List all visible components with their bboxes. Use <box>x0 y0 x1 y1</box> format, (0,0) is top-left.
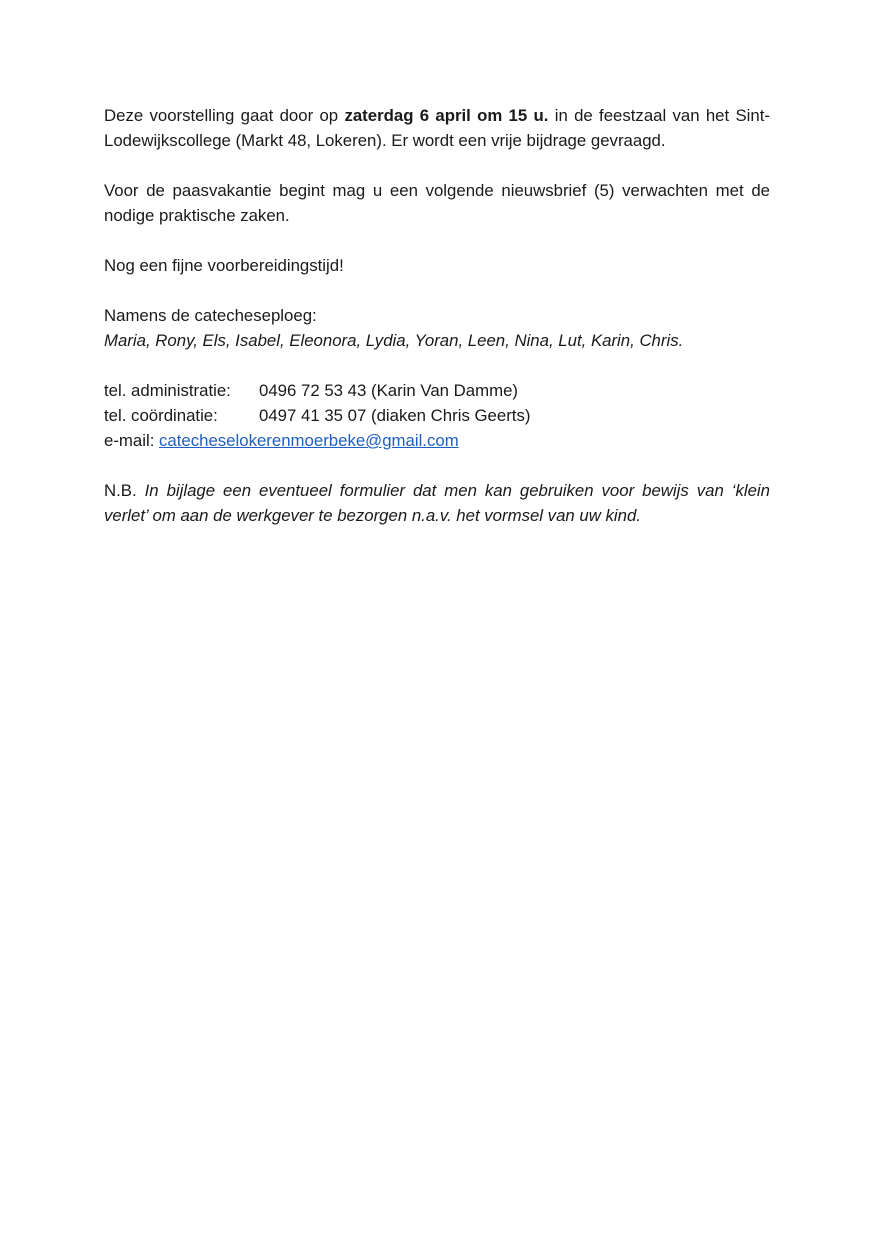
event-text-before: Deze voorstelling gaat door op <box>104 106 345 125</box>
event-paragraph <box>104 103 770 153</box>
event-date-time: zaterdag 6 april om 15 u. <box>344 106 549 125</box>
note-text: In bijlage een eventueel formulier dat men kan gebruiken voor bewijs van ‘klein verlet’ om aan de werkgever te bezorgen n.a.v. het vormsel van uw kind. <box>104 481 770 525</box>
note-prefix: N.B. <box>104 481 145 500</box>
contact-block <box>104 378 770 453</box>
contact-row-administratie <box>104 378 770 403</box>
signature-intro: Namens de catecheseploeg: <box>104 306 317 325</box>
contact-label: tel. administratie: <box>104 381 231 400</box>
signature-names: Maria, Rony, Els, Isabel, Eleonora, Lydia, Yoran, Leen, Nina, Lut, Karin, Chris. <box>104 331 684 350</box>
contact-row-coordinatie <box>104 403 770 428</box>
note-paragraph <box>104 478 770 528</box>
newsletter-paragraph: Voor de paasvakantie begint mag u een volgende nieuwsbrief (5) verwachten met de nodige praktische zaken. <box>104 181 770 225</box>
contact-label: tel. coördinatie: <box>104 406 218 425</box>
letter-page <box>104 103 770 553</box>
contact-row-email <box>104 428 770 453</box>
wishes-paragraph: Nog een fijne voorbereidingstijd! <box>104 256 344 275</box>
signature-block <box>104 303 770 353</box>
contact-value: 0497 41 35 07 (diaken Chris Geerts) <box>259 406 531 425</box>
email-link[interactable]: catecheselokerenmoerbeke@gmail.com <box>159 431 459 450</box>
contact-value: 0496 72 53 43 (Karin Van Damme) <box>259 381 519 400</box>
event-text-after: in de feestzaal van het Sint-Lodewijkscollege (Markt 48, Lokeren). Er wordt een vrije bijdrage gevraagd. <box>104 106 770 150</box>
email-label: e-mail: <box>104 431 160 450</box>
